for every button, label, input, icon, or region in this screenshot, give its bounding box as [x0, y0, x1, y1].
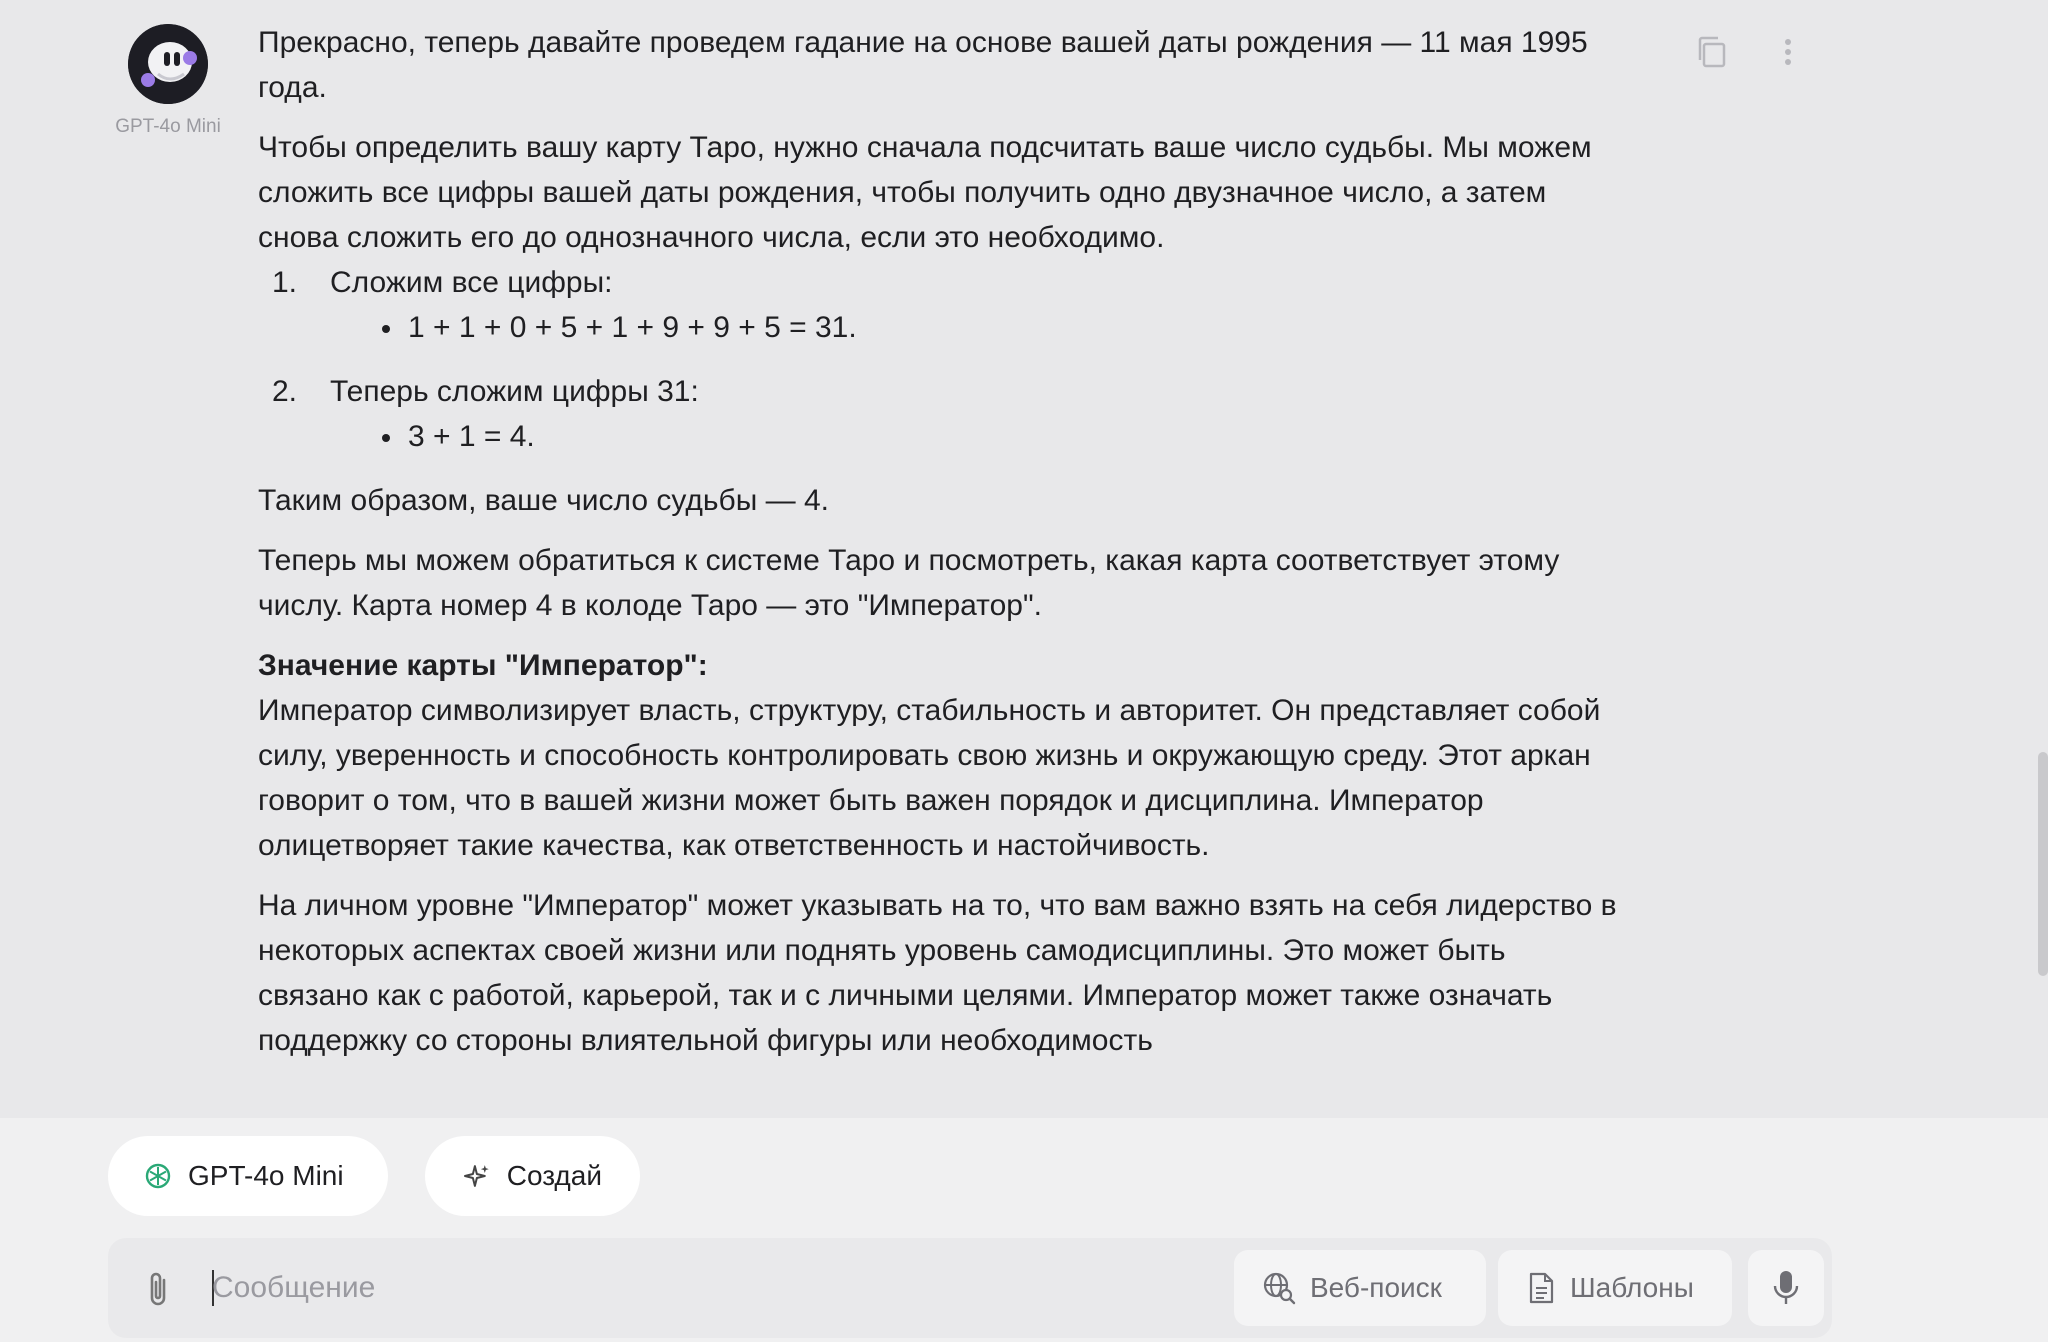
- paperclip-icon: [138, 1268, 178, 1308]
- message-input[interactable]: [212, 1260, 1112, 1316]
- bot-avatar: [128, 24, 208, 104]
- step-details: [382, 305, 1618, 350]
- more-vertical-icon: [1770, 34, 1806, 70]
- robot-mascot-icon: [128, 24, 208, 104]
- templates-label: Шаблоны: [1570, 1272, 1694, 1303]
- message-intro: Прекрасно, теперь давайте проведем гадание на основе вашей даты рождения — 11 мая 1995 года.: [258, 26, 1588, 104]
- step-details: [382, 414, 1618, 459]
- templates-button[interactable]: [1498, 1250, 1732, 1326]
- document-icon: [1526, 1271, 1556, 1305]
- attach-button[interactable]: [138, 1268, 178, 1308]
- message-author: [110, 24, 226, 138]
- openai-icon: [144, 1162, 172, 1190]
- step-detail: 3 + 1 = 4.: [382, 414, 1618, 459]
- model-selector-button[interactable]: [108, 1136, 388, 1216]
- meaning-title: Значение карты "Император":: [258, 649, 708, 682]
- step-detail: 1 + 1 + 0 + 5 + 1 + 9 + 9 + 5 = 31.: [382, 305, 1618, 350]
- globe-search-icon: [1262, 1271, 1296, 1305]
- message-composer: [108, 1238, 1832, 1338]
- step-title: Теперь сложим цифры 31:: [330, 375, 699, 408]
- create-button[interactable]: [425, 1136, 640, 1216]
- voice-input-button[interactable]: [1748, 1250, 1824, 1326]
- message-result: Таким образом, ваше число судьбы — 4.: [258, 484, 829, 517]
- assistant-message: [258, 20, 1618, 1078]
- list-item: [258, 369, 1618, 459]
- meaning-block: [258, 643, 1618, 868]
- author-name: GPT-4o Mini: [115, 116, 221, 137]
- web-search-label: Веб-поиск: [1310, 1272, 1442, 1303]
- create-button-label: Создай: [506, 1160, 602, 1191]
- microphone-icon: [1771, 1268, 1801, 1308]
- message-paragraph: Теперь мы можем обратиться к системе Таро и посмотреть, какая карта соответствует этому числу. Карта номер 4 в колоде Таро — это "Император".: [258, 544, 1560, 622]
- meaning-text: Император символизирует власть, структуру, стабильность и авторитет. Он представляет собой силу, уверенность и способность контролировать свою жизнь и окружающую среду. Этот аркан говорит о том, что в вашей жизни может быть важен порядок и дисциплина. Император олицетворяет такие качества, как ответственность и настойчивость.: [258, 694, 1601, 862]
- copy-button[interactable]: [1694, 34, 1730, 70]
- model-selector-label: GPT-4o Mini: [188, 1160, 344, 1191]
- list-item: [258, 260, 1618, 350]
- step-number: 1.: [272, 266, 298, 299]
- message-actions: [1694, 34, 1806, 70]
- copy-icon: [1694, 34, 1730, 70]
- message-paragraph: Чтобы определить вашу карту Таро, нужно сначала подсчитать ваше число судьбы. Мы можем сложить все цифры вашей даты рождения, чтобы получить одно двузначное число, а затем снова сложить его до однозначного числа, если это необходимо.: [258, 131, 1592, 254]
- steps-list: [258, 260, 1618, 459]
- more-options-button[interactable]: [1770, 34, 1806, 70]
- sparkle-icon: [463, 1162, 491, 1190]
- web-search-button[interactable]: [1234, 1250, 1486, 1326]
- message-paragraph: На личном уровне "Император" может указывать на то, что вам важно взять на себя лидерство в некоторых аспектах своей жизни или поднять уровень самодисциплины. Это может быть связано как с работой, карьерой, так и с личными целями. Император может также означать поддержку со стороны влиятельной фигуры или необходимость: [258, 889, 1617, 1057]
- scrollbar-thumb[interactable]: [2038, 752, 2048, 976]
- step-number: 2.: [272, 375, 298, 408]
- step-title: Сложим все цифры:: [330, 266, 613, 299]
